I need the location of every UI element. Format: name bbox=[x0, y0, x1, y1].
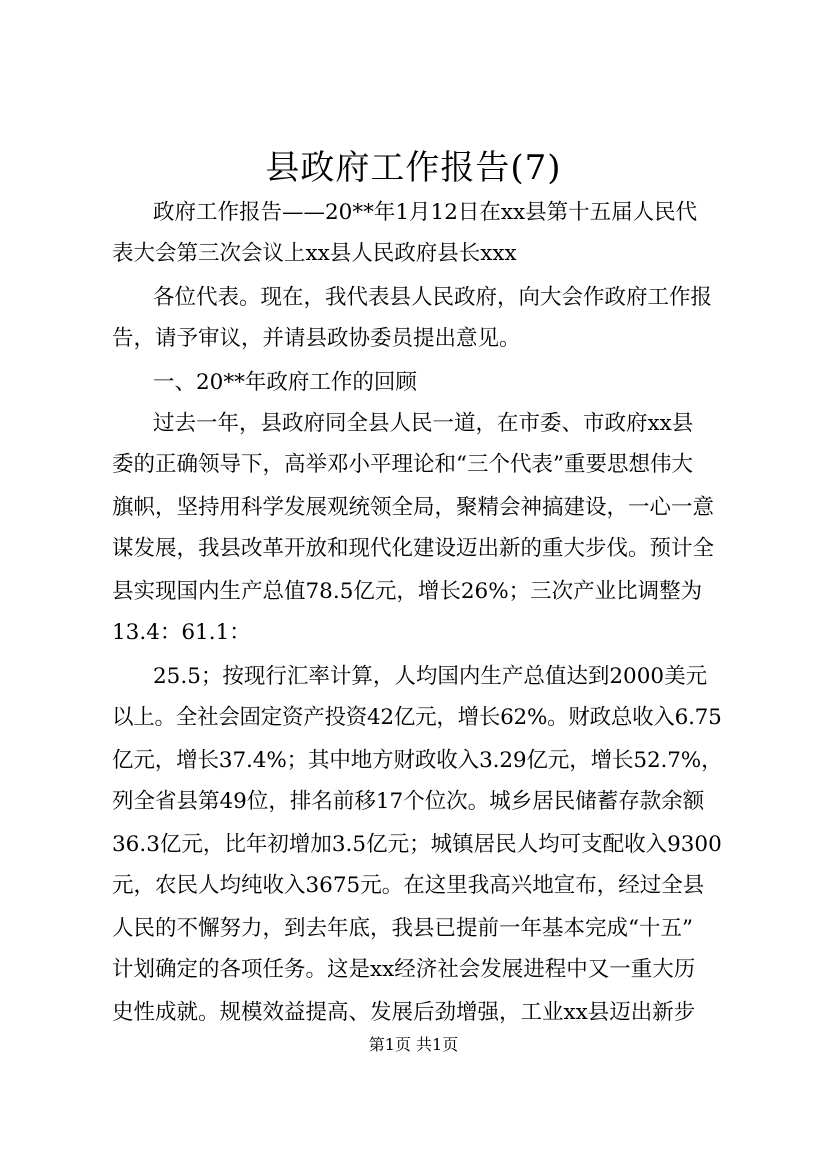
text-line: 13.4：61.1： bbox=[112, 620, 251, 645]
text-line: 亿元，增长37.4%；其中地方财政收入3.29亿元，增长52.7%， bbox=[112, 748, 723, 773]
page-footer: 第1页 共1页 bbox=[368, 1035, 459, 1054]
text-line: 各位代表。现在，我代表县人民政府，向大会作政府工作报 bbox=[153, 285, 713, 310]
text-line: 36.3亿元，比年初增加3.5亿元；城镇居民人均可支配收入9300 bbox=[112, 832, 722, 857]
text-line: 人民的不懈努力，到去年底，我县已提前一年基本完成“十五” bbox=[112, 916, 693, 941]
text-line: 列全省县第49位，排名前移17个位次。城乡居民储蓄存款余额 bbox=[112, 789, 705, 814]
text-line: 以上。全社会固定资产投资42亿元，增长62%。财政总收入6.75 bbox=[112, 705, 722, 730]
text-line: 计划确定的各项任务。这是xx经济社会发展进程中又一重大历 bbox=[112, 957, 696, 982]
section-heading: 一、20**年政府工作的回顾 bbox=[153, 370, 417, 395]
text-line: 政府工作报告——20**年1月12日在xx县第十五届人民代 bbox=[153, 200, 698, 225]
text-line: 过去一年，县政府同全县人民一道，在市委、市政府xx县 bbox=[153, 411, 694, 436]
text-line: 史性成就。规模效益提高、发展后劲增强，工业xx县迈出新步 bbox=[112, 1000, 696, 1025]
text-line: 谋发展，我县改革开放和现代化建设迈出新的重大步伐。预计全 bbox=[112, 536, 715, 561]
text-line: 委的正确领导下，高举邓小平理论和“三个代表”重要思想伟大 bbox=[112, 452, 693, 477]
text-line: 县实现国内生产总值78.5亿元，增长26%；三次产业比调整为 bbox=[112, 579, 703, 604]
text-line: 旗帜，坚持用科学发展观统领全局，聚精会神搞建设，一心一意 bbox=[112, 495, 715, 520]
text-line: 元，农民人均纯收入3675元。在这里我高兴地宣布，经过全县 bbox=[112, 873, 705, 898]
text-line: 告，请予审议，并请县政协委员提出意见。 bbox=[112, 326, 521, 351]
text-line: 25.5；按现行汇率计算，人均国内生产总值达到2000美元 bbox=[153, 664, 708, 689]
text-line: 表大会第三次会议上xx县人民政府县长xxx bbox=[112, 241, 517, 266]
page-title: 县政府工作报告(7) bbox=[265, 148, 562, 188]
